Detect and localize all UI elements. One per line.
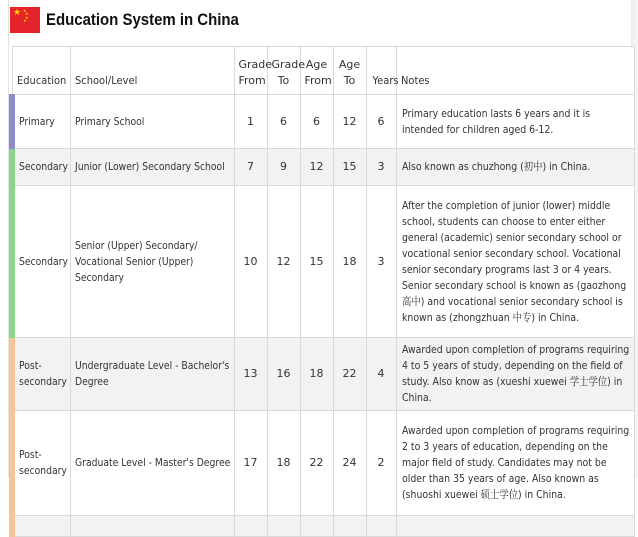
notes-cell: Also known as chuzhong (初中) in China.: [396, 149, 634, 186]
age-from-cell: 22: [300, 411, 333, 516]
grade-to-cell: 6: [267, 95, 300, 149]
years-cell: 3: [366, 149, 396, 186]
education-cell: Secondary: [12, 149, 70, 186]
age-from-cell: 15: [300, 186, 333, 338]
grade-to-cell: 18: [267, 411, 300, 516]
notes-cell: Awarded upon completion of programs requiring 4 to 5 years of study, depending on the field of study. Also know as (xueshi xuewei 学士学位) in China.: [396, 338, 634, 411]
table-row: [12, 186, 634, 338]
age-to-cell: 22: [333, 338, 366, 411]
grade-from-cell: [234, 516, 267, 537]
education-cell: Primary: [12, 95, 70, 149]
column-header-school-level: School/Level: [70, 47, 234, 95]
age-from-cell: [300, 516, 333, 537]
age-to-cell: 24: [333, 411, 366, 516]
grade-from-cell: 10: [234, 186, 267, 338]
grade-to-cell: [267, 516, 300, 537]
grade-to-cell: 16: [267, 338, 300, 411]
notes-cell: Awarded upon completion of programs requiring 2 to 3 years of education, depending on the major field of study. Candidates may not be older than 35 years of age. Also known as (shuoshi xuewei 硕士学位) in China.: [396, 411, 634, 516]
education-cell: Secondary: [12, 186, 70, 338]
page-title: Education System in China: [46, 10, 239, 29]
table-row: [12, 149, 634, 186]
column-header-age-from: Age From: [300, 47, 333, 95]
age-to-cell: 15: [333, 149, 366, 186]
table-row: [12, 411, 634, 516]
school-level-cell: [70, 516, 234, 537]
china-flag-icon: ★ ★ ★ ★ ★: [10, 7, 40, 33]
table-row-partial: [12, 516, 634, 537]
notes-cell: Primary education lasts 6 years and it is intended for children aged 6-12.: [396, 95, 634, 149]
content-panel: [8, 0, 631, 501]
notes-cell: After the completion of junior (lower) middle school, students can choose to enter either general (academic) senior secondary school or vocational senior secondary school. Vocational senior secondary programs last 3 or 4 years. Senior secondary school is known as (gaozhong 高中) and vocational senior secondary school is known as (zhongzhuan 中专) in China.: [396, 186, 634, 338]
grade-from-cell: 7: [234, 149, 267, 186]
table-row: [12, 338, 634, 411]
column-header-grade-to: Grade To: [267, 47, 300, 95]
page-header: [9, 0, 631, 44]
column-header-grade-from: Grade From: [234, 47, 267, 95]
school-level-cell: Senior (Upper) Secondary/ Vocational Senior (Upper) Secondary: [70, 186, 234, 338]
grade-from-cell: 17: [234, 411, 267, 516]
years-cell: [366, 516, 396, 537]
age-from-cell: 6: [300, 95, 333, 149]
years-cell: 3: [366, 186, 396, 338]
school-level-cell: Junior (Lower) Secondary School: [70, 149, 234, 186]
grade-to-cell: 12: [267, 186, 300, 338]
education-cell: [12, 516, 70, 537]
age-to-cell: 18: [333, 186, 366, 338]
grade-to-cell: 9: [267, 149, 300, 186]
years-cell: 6: [366, 95, 396, 149]
column-header-notes: Notes: [396, 47, 634, 95]
column-header-years: Years: [366, 47, 396, 95]
age-to-cell: [333, 516, 366, 537]
column-header-education: Education: [12, 47, 70, 95]
school-level-cell: Undergraduate Level - Bachelor's Degree: [70, 338, 234, 411]
table-row: [12, 95, 634, 149]
notes-cell: [396, 516, 634, 537]
education-cell: Post-secondary: [12, 411, 70, 516]
grade-from-cell: 13: [234, 338, 267, 411]
education-table: [9, 46, 635, 537]
age-to-cell: 12: [333, 95, 366, 149]
column-header-age-to: Age To: [333, 47, 366, 95]
age-from-cell: 12: [300, 149, 333, 186]
education-cell: Post-secondary: [12, 338, 70, 411]
years-cell: 2: [366, 411, 396, 516]
grade-from-cell: 1: [234, 95, 267, 149]
years-cell: 4: [366, 338, 396, 411]
school-level-cell: Graduate Level - Master's Degree: [70, 411, 234, 516]
age-from-cell: 18: [300, 338, 333, 411]
table-header-row: [12, 47, 634, 95]
school-level-cell: Primary School: [70, 95, 234, 149]
